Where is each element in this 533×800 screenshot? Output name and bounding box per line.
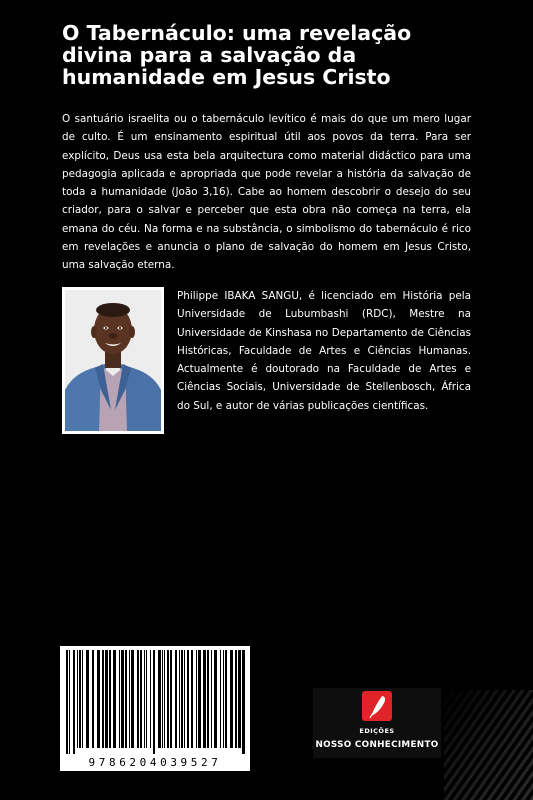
isbn-barcode bbox=[60, 646, 250, 771]
author-photo bbox=[62, 287, 164, 434]
publisher-logo-block bbox=[313, 688, 441, 758]
book-synopsis: O santuário israelita ou o tabernáculo levítico é mais do que um mero lugar de culto. É um ensinamento espiritual útil aos povos da terra. Para ser explícito, Deus usa esta bela arquitectura como material didáctico para uma pedagogia aplicada e apropriada que pode revelar a história da salvação de toda a humanidade (João 3,16). Cabe ao homem descobrir o desejo do seu criador, para o salvar e perceber que esta obra não começa na terra, ela emana do céu. Na forma e na substância, o simbolismo do tabernáculo é rico em revelações e anuncia o plano de salvação do homem em Jesus Cristo, uma salvação eterna. bbox=[62, 113, 471, 272]
book-title: O Tabernáculo: uma revelação divina para a salvação da humanidade em Jesus Cristo bbox=[62, 21, 412, 89]
isbn-number: 9786204039527 bbox=[88, 756, 222, 769]
quill-pen-icon bbox=[362, 691, 392, 721]
decorative-diagonal-stripes bbox=[444, 690, 533, 800]
author-bio: Philippe IBAKA SANGU, é licenciado em História pela Universidade de Lubumbashi (RDC), Mestre na Universidade de Kinshasa no Departamento de Ciências Históricas, Faculdade de Artes e Ciências Humanas. Actualmente é doutorado na Faculdade de Artes e Ciências Sociais, Universidade de Stellenbosch, África do Sul, e autor de várias publicações científicas. bbox=[177, 290, 471, 412]
publisher-name-line2: NOSSO CONHECIMENTO bbox=[315, 740, 439, 750]
publisher-name-line1: EDIÇÕES bbox=[359, 727, 395, 735]
barcode-bars bbox=[60, 646, 250, 754]
